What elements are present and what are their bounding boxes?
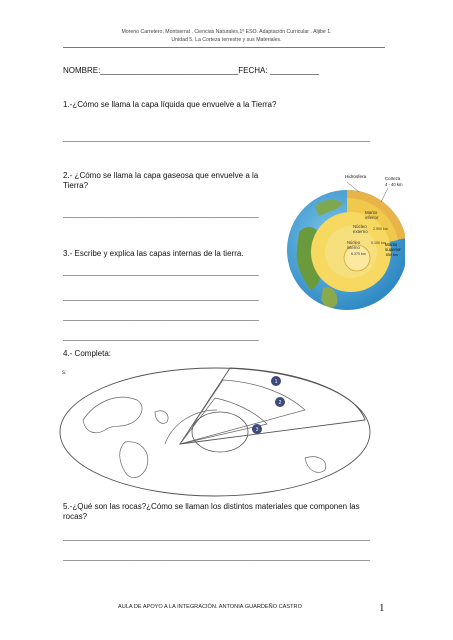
- name-date-line: NOMBRE:_______________________________FECHA: ___________: [63, 66, 319, 75]
- question-4: 4.- Completa:: [63, 349, 112, 358]
- diagram-inner-core: [192, 412, 248, 452]
- answer-line-q3-3: ____________________________________________: [63, 313, 259, 321]
- answer-line-q3-4: ____________________________________________: [63, 333, 259, 341]
- label-manto-inferior-2: inferior: [365, 215, 379, 220]
- diagram-mantle-boundary: [180, 380, 305, 444]
- diagram-continent-1: [83, 397, 142, 433]
- header-rule: [63, 47, 385, 48]
- diagram-earth-outline: [60, 368, 370, 496]
- label-nucleo-externo-1: Núcleo: [353, 224, 367, 229]
- label-manto-superior-2: superior: [385, 247, 401, 252]
- marker-2-label: 2: [278, 400, 282, 406]
- label-corteza: Corteza: [385, 176, 401, 181]
- diagram-continent-4: [305, 457, 326, 473]
- page-footer: AULA DE APOYO A LA INTEGRACIÓN. ANTONIA GUARDEÑO CASTRO: [118, 604, 302, 610]
- label-depth-5100: 5.100 km: [371, 241, 386, 245]
- label-depth-650: 650 km: [386, 253, 398, 257]
- label-depth-6370: 6.370 km: [351, 252, 366, 256]
- answer-line-q5-2: _____________________________________________________________________: [63, 553, 370, 561]
- label-manto-inferior-1: Manto: [365, 210, 378, 215]
- page-header: [0, 28, 453, 44]
- earth-layers-diagram: [55, 362, 390, 500]
- label-corteza-depth: 4 - 40 km: [385, 182, 403, 187]
- answer-line-q5-1: _____________________________________________________________________: [63, 533, 370, 541]
- page-number: 1: [379, 602, 385, 614]
- leader-corteza: [381, 186, 389, 202]
- diagram-fragment-text: s:: [62, 370, 67, 376]
- marker-3-label: 3: [255, 427, 259, 433]
- question-1: 1.-¿Cómo se llama la capa líquida que envuelve a la Tierra?: [63, 100, 277, 109]
- label-nucleo-interno-2: interno: [347, 245, 360, 250]
- answer-line-q2: ____________________________________________: [63, 210, 259, 218]
- label-manto-superior-1: Manto: [385, 242, 398, 247]
- header-line-1: Moreno Carretero, Montserrat . Ciencias Naturales,1º ESO. Adaptación Curricular . Aljibe 1.: [121, 29, 332, 35]
- answer-line-q1: _____________________________________________________________________: [63, 134, 370, 142]
- header-line-2: Unidad 5. La Corteza terrestre y sus Materiales.: [171, 37, 282, 43]
- question-5-line-2: rocas?: [63, 512, 88, 521]
- answer-line-q3-1: ____________________________________________: [63, 268, 259, 276]
- question-2-line-1: 2.- ¿Cómo se llama la capa gaseosa que envuelve a la: [63, 171, 259, 180]
- label-nucleo-interno-1: Núcleo: [347, 240, 361, 245]
- question-5-line-1: 5.-¿Qué son las rocas?¿Cómo se llaman los distintos materiales que componen las: [63, 502, 360, 511]
- marker-1-label: 1: [274, 379, 278, 385]
- label-nucleo-externo-2: externo: [353, 229, 368, 234]
- diagram-continent-2: [120, 442, 148, 478]
- earth-layers-illustration: [285, 160, 405, 330]
- diagram-continent-3: [155, 411, 168, 424]
- answer-line-q3-2: ____________________________________________: [63, 293, 259, 301]
- question-2-line-2: Tierra?: [63, 181, 89, 190]
- question-3: 3.- Escribe y explica las capas internas de la tierra.: [63, 249, 244, 258]
- label-hidrosfera: Hidrosfera: [345, 174, 367, 179]
- label-depth-2900: 2.900 km: [373, 227, 388, 231]
